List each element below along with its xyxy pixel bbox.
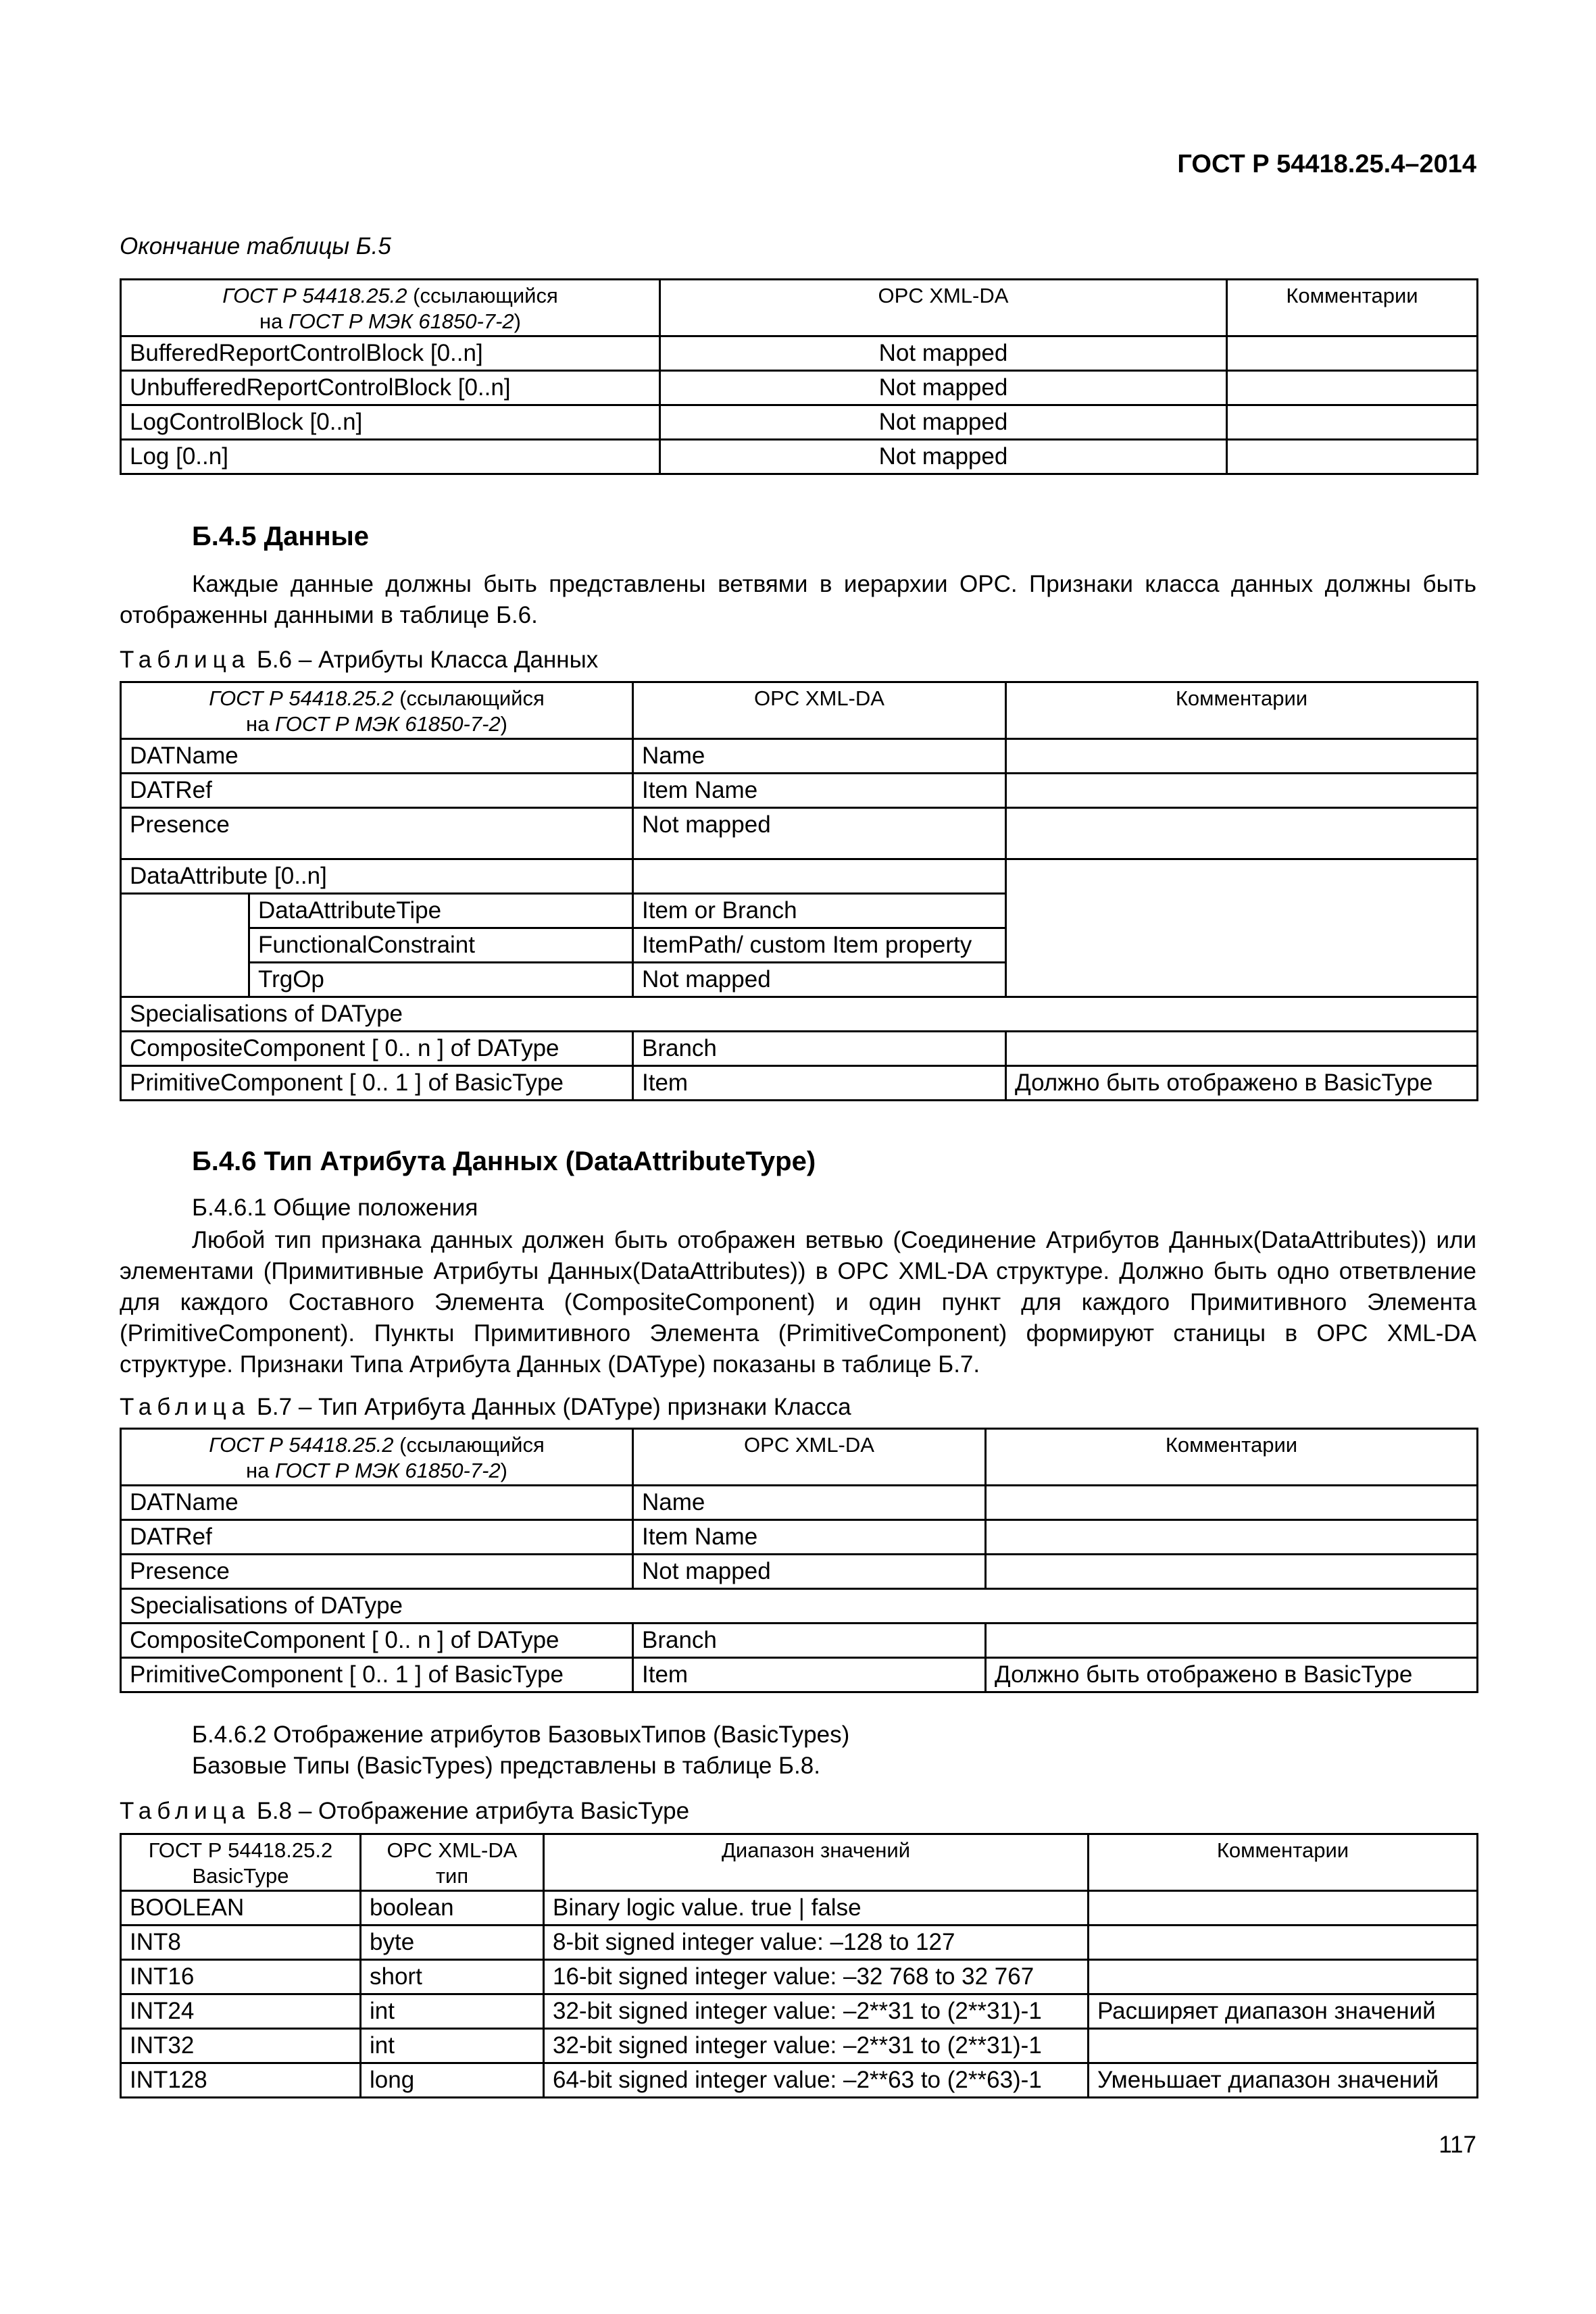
- table-b5: [120, 278, 1478, 475]
- header-cell-comments: Комментарии: [1227, 280, 1478, 336]
- cell-opc-type: short: [361, 1960, 544, 1994]
- cell-opc: Item Name: [633, 774, 1006, 808]
- cell-comment: [986, 1624, 1478, 1658]
- cell-attribute: CompositeComponent [ 0.. n ] of DAType: [121, 1624, 633, 1658]
- paragraph-b461: Любой тип признака данных должен быть отображен ветвью (Соединение Атрибутов Данных(DataAttributes)) или элементами (Примитивные Атрибуты Данных(DataAttributes)) в OPC XML-DA структуре. Должно быть одно ответвление для каждого Составного Элемента (CompositeComponent) и один пункт для каждого Примитивного Элемента (PrimitiveComponent). Пункты Примитивного Элемента (PrimitiveComponent) формируют станицы в OPC XML-DA структуре. Признаки Типа Атрибута Данных (DAType) показаны в таблице Б.7.: [120, 1227, 1476, 1378]
- table-b7: [120, 1428, 1478, 1693]
- cell-comment: [986, 1555, 1478, 1589]
- table-header-row: [121, 1834, 1478, 1891]
- cell-comment: Уменьшает диапазон значений: [1089, 2063, 1478, 2098]
- cell-comment: [1006, 774, 1478, 808]
- page-number: 117: [1439, 2132, 1476, 2158]
- cell-range: 32-bit signed integer value: –2**31 to (2**31)-1: [544, 2029, 1089, 2063]
- table-row: [121, 336, 1478, 371]
- header-cell-opc: OPC XML-DA: [633, 1429, 986, 1486]
- table-row: [121, 1926, 1478, 1960]
- table-row: [121, 1066, 1478, 1101]
- cell-comment: [1089, 1891, 1478, 1926]
- header-cell-range: Диапазон значений: [544, 1834, 1089, 1891]
- table-row: [121, 808, 1478, 859]
- cell-opc: Item or Branch: [633, 894, 1006, 928]
- cell-comment: [1227, 405, 1478, 440]
- cell-opc: [633, 859, 1006, 894]
- cell-basictype: INT128: [121, 2063, 361, 2098]
- cell-opc: Not mapped: [633, 1555, 986, 1589]
- cell-indent: [121, 894, 249, 997]
- table-row: [121, 1658, 1478, 1692]
- cell-comment: [1227, 440, 1478, 474]
- cell-opc: Item: [633, 1658, 986, 1692]
- cell-sub-attribute: TrgOp: [249, 963, 633, 997]
- cell-attribute: Log [0..n]: [121, 440, 660, 474]
- cell-comment: [1227, 371, 1478, 405]
- cell-specialisations: Specialisations of DAType: [121, 1589, 1478, 1624]
- paragraph-b45: Каждые данные должны быть представлены ветвями в иерархии OPC. Признаки класса данных должны быть отображенны данными в таблице Б.6.: [120, 571, 1476, 628]
- cell-attribute: Presence: [121, 808, 633, 859]
- table-row: [121, 1994, 1478, 2029]
- cell-range: 32-bit signed integer value: –2**31 to (2**31)-1: [544, 1994, 1089, 2029]
- section-heading-b45: Б.4.5 Данные: [192, 522, 370, 551]
- document-code: ГОСТ Р 54418.25.4–2014: [1177, 150, 1476, 178]
- cell-comment: [986, 1520, 1478, 1555]
- header-cell-gost: ГОСТ Р 54418.25.2 (ссылающийся на ГОСТ Р МЭК 61850-7-2): [121, 682, 633, 739]
- table-b8: [120, 1833, 1478, 2098]
- cell-comment: [1006, 808, 1478, 859]
- cell-attribute: DataAttribute [0..n]: [121, 859, 633, 894]
- cell-comment: [1227, 336, 1478, 371]
- cell-comment: [1089, 1926, 1478, 1960]
- cell-opc: Not mapped: [633, 808, 1006, 859]
- cell-attribute: DATRef: [121, 1520, 633, 1555]
- paragraph-b462: Базовые Типы (BasicTypes) представлены в таблице Б.8.: [192, 1753, 820, 1779]
- cell-opc: Branch: [633, 1624, 986, 1658]
- cell-opc-type: boolean: [361, 1891, 544, 1926]
- cell-basictype: INT8: [121, 1926, 361, 1960]
- cell-opc: Item Name: [633, 1520, 986, 1555]
- table-row: [121, 2029, 1478, 2063]
- table-row: [121, 739, 1478, 774]
- cell-opc: Not mapped: [633, 963, 1006, 997]
- header-cell-opc: OPC XML-DA: [633, 682, 1006, 739]
- table-header-row: [121, 1429, 1478, 1486]
- cell-attribute: BufferedReportControlBlock [0..n]: [121, 336, 660, 371]
- cell-comment: Должно быть отображено в BasicType: [1006, 1066, 1478, 1101]
- cell-range: Binary logic value. true | false: [544, 1891, 1089, 1926]
- cell-attribute: DATRef: [121, 774, 633, 808]
- cell-opc: Not mapped: [660, 371, 1227, 405]
- cell-opc: Name: [633, 739, 1006, 774]
- cell-sub-attribute: FunctionalConstraint: [249, 928, 633, 963]
- cell-opc-type: int: [361, 2029, 544, 2063]
- table-row: [121, 1032, 1478, 1066]
- table-row: [121, 774, 1478, 808]
- cell-range: 8-bit signed integer value: –128 to 127: [544, 1926, 1089, 1960]
- subsection-b462: Б.4.6.2 Отображение атрибутов БазовыхТипов (BasicTypes): [192, 1721, 850, 1748]
- table-b6-caption: Таблица Б.6 – Атрибуты Класса Данных: [120, 647, 599, 673]
- table-row: [121, 1960, 1478, 1994]
- table-row: [121, 1891, 1478, 1926]
- cell-opc: Name: [633, 1486, 986, 1520]
- cell-attribute: PrimitiveComponent [ 0.. 1 ] of BasicType: [121, 1658, 633, 1692]
- cell-opc-type: int: [361, 1994, 544, 2029]
- section-heading-b46: Б.4.6 Тип Атрибута Данных (DataAttributeType): [192, 1147, 816, 1176]
- table-b8-caption: Таблица Б.8 – Отображение атрибута BasicType: [120, 1798, 690, 1824]
- table-b7-caption: Таблица Б.7 – Тип Атрибута Данных (DAType) признаки Класса: [120, 1394, 851, 1420]
- table-row: [121, 440, 1478, 474]
- cell-comment: Должно быть отображено в BasicType: [986, 1658, 1478, 1692]
- header-cell-comments: Комментарии: [1006, 682, 1478, 739]
- cell-opc: Item: [633, 1066, 1006, 1101]
- header-cell-opc-type: OPC XML-DA тип: [361, 1834, 544, 1891]
- cell-range: 16-bit signed integer value: –32 768 to 32 767: [544, 1960, 1089, 1994]
- table-row: [121, 1486, 1478, 1520]
- header-cell-opc: OPC XML-DA: [660, 280, 1227, 336]
- cell-opc-type: long: [361, 2063, 544, 2098]
- cell-comment: [986, 1486, 1478, 1520]
- cell-opc: Not mapped: [660, 405, 1227, 440]
- table-b5-caption: Окончание таблицы Б.5: [120, 233, 391, 259]
- cell-basictype: INT16: [121, 1960, 361, 1994]
- table-row: [121, 405, 1478, 440]
- subsection-b461: Б.4.6.1 Общие положения: [192, 1194, 478, 1221]
- cell-basictype: INT24: [121, 1994, 361, 2029]
- table-row: [121, 859, 1478, 894]
- cell-comment-merged: [1006, 859, 1478, 997]
- table-row: [121, 1520, 1478, 1555]
- cell-comment: [1006, 739, 1478, 774]
- table-row: [121, 371, 1478, 405]
- cell-opc-type: byte: [361, 1926, 544, 1960]
- cell-opc: Not mapped: [660, 336, 1227, 371]
- cell-comment: [1006, 1032, 1478, 1066]
- table-header-row: [121, 280, 1478, 336]
- cell-attribute: Presence: [121, 1555, 633, 1589]
- table-header-row: [121, 682, 1478, 739]
- cell-sub-attribute: DataAttributeTipe: [249, 894, 633, 928]
- cell-range: 64-bit signed integer value: –2**63 to (2**63)-1: [544, 2063, 1089, 2098]
- cell-attribute: DATName: [121, 739, 633, 774]
- cell-attribute: CompositeComponent [ 0.. n ] of DAType: [121, 1032, 633, 1066]
- table-row: [121, 1624, 1478, 1658]
- cell-attribute: UnbufferedReportControlBlock [0..n]: [121, 371, 660, 405]
- table-b6: [120, 681, 1478, 1101]
- table-row: [121, 2063, 1478, 2098]
- cell-opc: ItemPath/ custom Item property: [633, 928, 1006, 963]
- cell-specialisations: Specialisations of DAType: [121, 997, 1478, 1032]
- header-cell-gost-basictype: ГОСТ Р 54418.25.2 BasicType: [121, 1834, 361, 1891]
- cell-opc: Branch: [633, 1032, 1006, 1066]
- header-cell-gost: ГОСТ Р 54418.25.2 (ссылающийся на ГОСТ Р МЭК 61850-7-2): [121, 280, 660, 336]
- cell-attribute: PrimitiveComponent [ 0.. 1 ] of BasicType: [121, 1066, 633, 1101]
- cell-basictype: BOOLEAN: [121, 1891, 361, 1926]
- cell-comment: Расширяет диапазон значений: [1089, 1994, 1478, 2029]
- cell-opc: Not mapped: [660, 440, 1227, 474]
- cell-basictype: INT32: [121, 2029, 361, 2063]
- cell-comment: [1089, 1960, 1478, 1994]
- cell-comment: [1089, 2029, 1478, 2063]
- cell-attribute: LogControlBlock [0..n]: [121, 405, 660, 440]
- header-cell-comments: Комментарии: [986, 1429, 1478, 1486]
- table-row: [121, 1589, 1478, 1624]
- table-row: [121, 997, 1478, 1032]
- header-cell-comments: Комментарии: [1089, 1834, 1478, 1891]
- cell-attribute: DATName: [121, 1486, 633, 1520]
- table-row: [121, 1555, 1478, 1589]
- header-cell-gost: ГОСТ Р 54418.25.2 (ссылающийся на ГОСТ Р МЭК 61850-7-2): [121, 1429, 633, 1486]
